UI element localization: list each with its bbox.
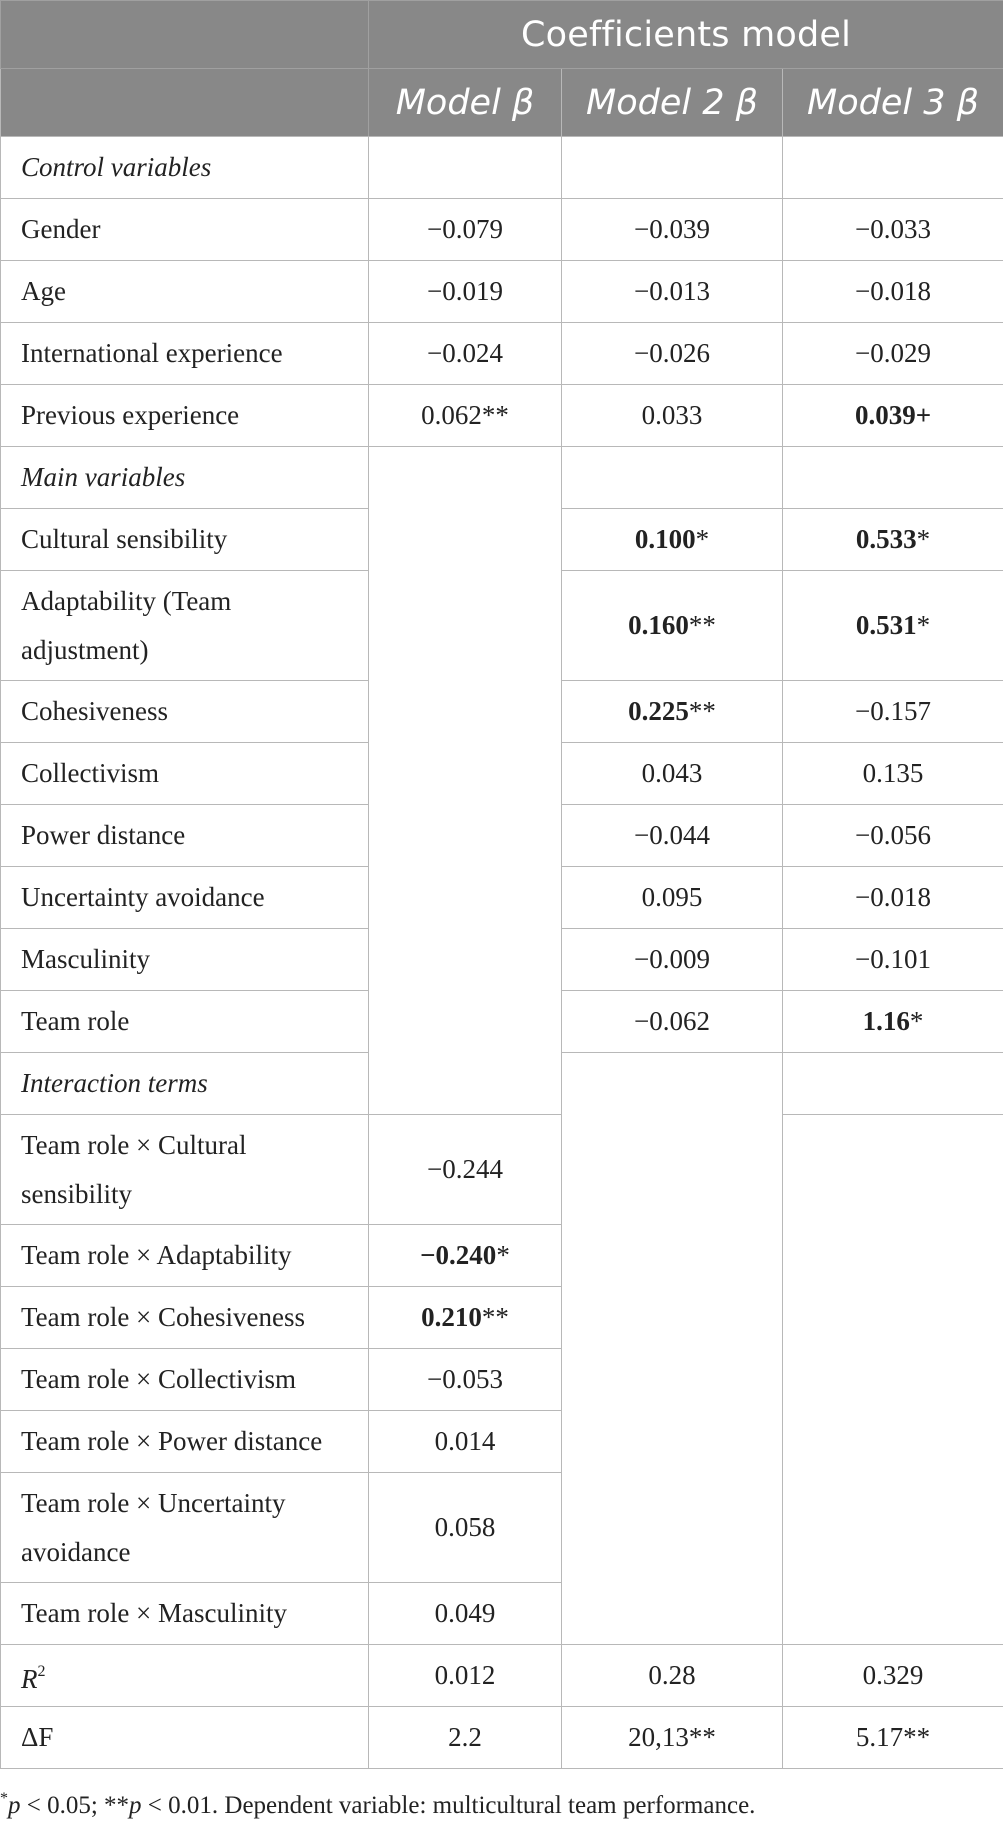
table-row xyxy=(1,1349,1003,1411)
table-cell xyxy=(783,447,1003,509)
r-squared-symbol: R xyxy=(21,1664,38,1694)
header-corner-cell xyxy=(1,1,369,69)
row-label: Previous experience xyxy=(1,385,369,447)
row-label-line: Team role × Uncertainty xyxy=(21,1487,286,1518)
row-label-line: sensibility xyxy=(21,1178,133,1209)
cell-value: 0.225 xyxy=(628,696,689,726)
header-corner-cell xyxy=(1,69,369,137)
significance-marker: ** xyxy=(688,696,716,726)
table-cell: −0.044 xyxy=(562,805,783,867)
row-label: ΔF xyxy=(1,1707,369,1769)
group-title: Coefficients model xyxy=(369,1,1003,69)
footnote-text: < 0.01. Dependent variable: multicultural team performance. xyxy=(141,1792,756,1819)
row-label: Uncertainty avoidance xyxy=(1,867,369,929)
table-cell: 0.28 xyxy=(562,1645,783,1707)
table-row xyxy=(1,1473,1003,1583)
footnote-asterisk: * xyxy=(0,1790,8,1807)
table-cell: 0.058 xyxy=(369,1473,562,1583)
row-label-line: adjustment) xyxy=(21,634,149,665)
table-row xyxy=(1,1225,1003,1287)
table-cell: 0.135 xyxy=(783,743,1003,805)
table-cell: −0.018 xyxy=(783,261,1003,323)
table-cell xyxy=(369,1287,562,1349)
table-cell: −0.013 xyxy=(562,261,783,323)
table-cell: −0.056 xyxy=(783,805,1003,867)
table-row xyxy=(1,385,1003,447)
table-cell xyxy=(783,1053,1003,1115)
table-row-r-squared xyxy=(1,1645,1003,1707)
table-cell: −0.079 xyxy=(369,199,562,261)
section-label-control: Control variables xyxy=(1,137,369,199)
cell-value: −0.240 xyxy=(420,1240,497,1270)
row-label: Gender xyxy=(1,199,369,261)
empty-merged-cell xyxy=(369,447,562,1115)
table-cell: −0.018 xyxy=(783,867,1003,929)
significance-marker: * xyxy=(496,1240,510,1270)
table-cell xyxy=(562,571,783,681)
superscript: 2 xyxy=(37,1663,46,1680)
table-cell: −0.033 xyxy=(783,199,1003,261)
table-cell: −0.101 xyxy=(783,929,1003,991)
row-label: International experience xyxy=(1,323,369,385)
table-row xyxy=(1,1287,1003,1349)
row-label xyxy=(1,1645,369,1707)
table-footnote xyxy=(0,1790,755,1820)
row-label: Team role × Adaptability xyxy=(1,1225,369,1287)
table-row xyxy=(1,261,1003,323)
cell-value: 1.16 xyxy=(862,1006,910,1036)
table-cell xyxy=(369,1225,562,1287)
table-cell: 5.17** xyxy=(783,1707,1003,1769)
column-header-model-2: Model 2 β xyxy=(562,69,783,137)
row-label: Age xyxy=(1,261,369,323)
table-cell: 20,13** xyxy=(562,1707,783,1769)
table-row xyxy=(1,1583,1003,1645)
table-cell: 0.014 xyxy=(369,1411,562,1473)
table-cell: 0.033 xyxy=(562,385,783,447)
significance-marker: * xyxy=(916,524,931,554)
significance-marker: * xyxy=(909,1006,924,1036)
footnote-p: p xyxy=(8,1792,21,1819)
table-cell xyxy=(783,571,1003,681)
footnote-p: p xyxy=(129,1792,142,1819)
row-label: Collectivism xyxy=(1,743,369,805)
table-cell: −0.029 xyxy=(783,323,1003,385)
table-row-delta-f xyxy=(1,1707,1003,1769)
row-label-line: Adaptability (Team xyxy=(21,585,232,616)
row-label: Team role × Power distance xyxy=(1,1411,369,1473)
table-cell: −0.024 xyxy=(369,323,562,385)
row-label xyxy=(1,571,369,681)
column-header-model-3: Model 3 β xyxy=(783,69,1003,137)
table-cell: −0.244 xyxy=(369,1115,562,1225)
table-cell xyxy=(783,137,1003,199)
row-label: Cultural sensibility xyxy=(1,509,369,571)
row-label: Team role × Cohesiveness xyxy=(1,1287,369,1349)
table-cell xyxy=(562,447,783,509)
table-cell: 0.329 xyxy=(783,1645,1003,1707)
row-label xyxy=(1,1473,369,1583)
table-cell: 0.095 xyxy=(562,867,783,929)
table-cell: −0.009 xyxy=(562,929,783,991)
section-label-main: Main variables xyxy=(1,447,369,509)
cell-value: 0.160 xyxy=(628,610,689,640)
cell-value: 0.531 xyxy=(855,610,917,640)
table-cell: −0.062 xyxy=(562,991,783,1053)
row-label: Team role × Collectivism xyxy=(1,1349,369,1411)
empty-merged-cell xyxy=(562,1053,783,1645)
table-cell: 0.049 xyxy=(369,1583,562,1645)
table-cell: −0.157 xyxy=(783,681,1003,743)
table-cell: 0.062** xyxy=(369,385,562,447)
table-cell: 0.043 xyxy=(562,743,783,805)
section-row-main xyxy=(1,447,1003,509)
row-label-line: Team role × Cultural xyxy=(21,1129,247,1160)
table-cell xyxy=(562,137,783,199)
table-cell: 0.039+ xyxy=(783,385,1003,447)
column-header-model-1: Model β xyxy=(369,69,562,137)
table-cell xyxy=(369,137,562,199)
table-cell xyxy=(783,509,1003,571)
section-row-control xyxy=(1,137,1003,199)
table-cell xyxy=(562,681,783,743)
table-cell xyxy=(783,991,1003,1053)
header-row-group xyxy=(1,1,1003,69)
row-label-line: avoidance xyxy=(21,1536,131,1567)
table-row xyxy=(1,1411,1003,1473)
cell-value: 0.533 xyxy=(855,524,917,554)
row-label: Power distance xyxy=(1,805,369,867)
table-cell: 0.012 xyxy=(369,1645,562,1707)
table-row xyxy=(1,323,1003,385)
table-cell: −0.039 xyxy=(562,199,783,261)
row-label xyxy=(1,1115,369,1225)
cell-value: 0.210 xyxy=(421,1302,482,1332)
cell-value: 0.100 xyxy=(634,524,696,554)
header-row-columns xyxy=(1,69,1003,137)
significance-marker: ** xyxy=(481,1302,509,1332)
table-row xyxy=(1,1115,1003,1225)
footnote-text: < 0.05; ** xyxy=(20,1792,130,1819)
table-cell: −0.053 xyxy=(369,1349,562,1411)
table-cell xyxy=(562,509,783,571)
table-cell: −0.026 xyxy=(562,323,783,385)
significance-marker: ** xyxy=(688,610,716,640)
row-label: Masculinity xyxy=(1,929,369,991)
table-cell: 2.2 xyxy=(369,1707,562,1769)
row-label: Cohesiveness xyxy=(1,681,369,743)
section-label-interaction: Interaction terms xyxy=(1,1053,369,1115)
table-cell: −0.019 xyxy=(369,261,562,323)
table-row xyxy=(1,199,1003,261)
row-label: Team role xyxy=(1,991,369,1053)
significance-marker: * xyxy=(916,610,931,640)
row-label: Team role × Masculinity xyxy=(1,1583,369,1645)
significance-marker: * xyxy=(695,524,710,554)
